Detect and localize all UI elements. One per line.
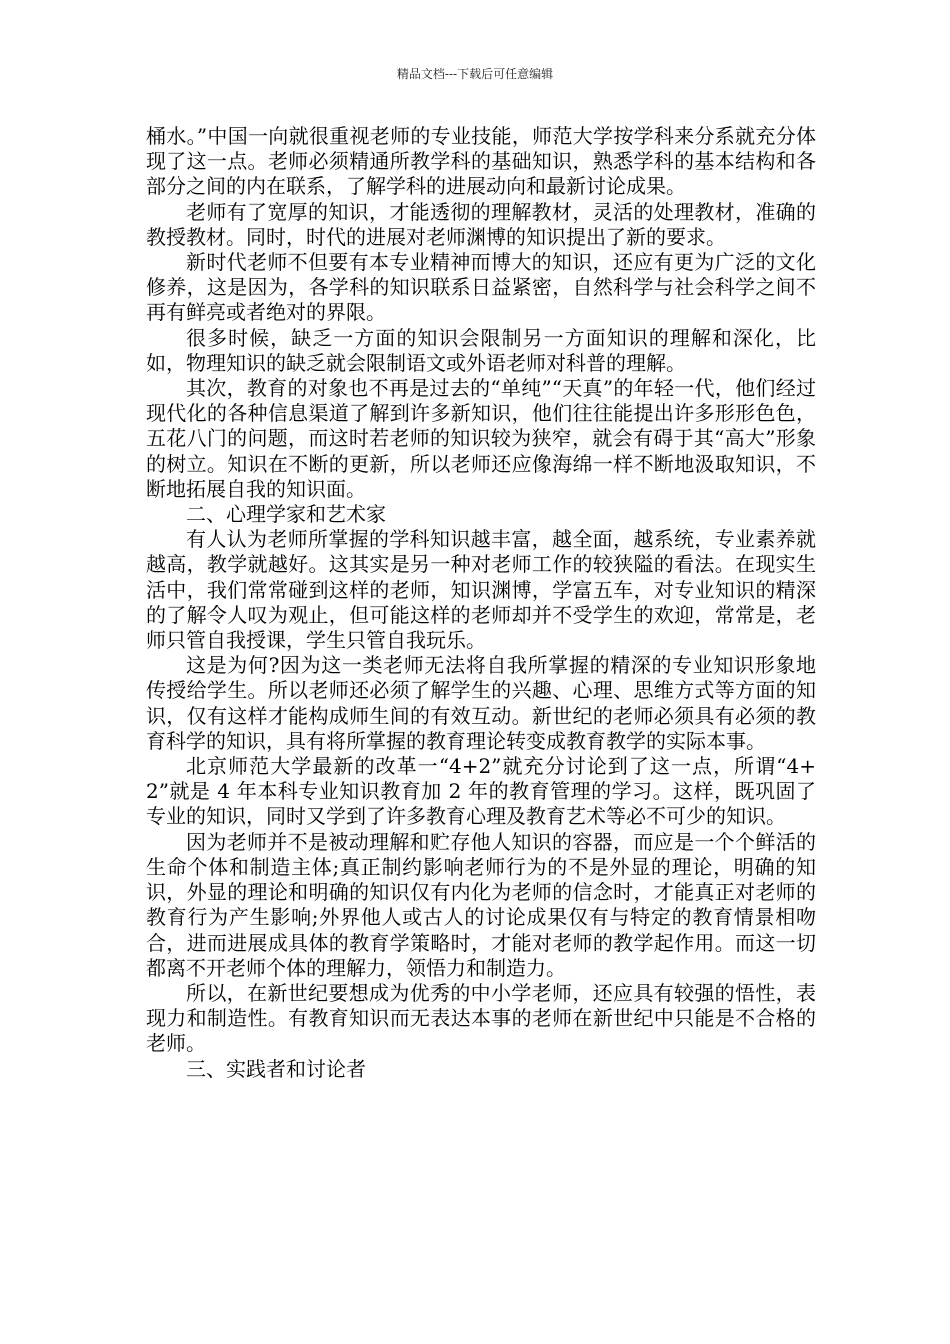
paragraph: 新时代老师不但要有本专业精神而博大的知识，还应有更为广泛的文化修养，这是因为，各学科的知识联系日益紧密，自然科学与社会科学之间不再有鲜亮或者绝对的界限。 — [146, 250, 816, 325]
paragraph: 其次，教育的对象也不再是过去的“单纯”“天真”的年轻一代，他们经过现代化的各种信息渠道了解到许多新知识，他们往往能提出许多形形色色，五花八门的问题，而这时若老师的知识较为狭窄，就会有碍于其“高大”形象的树立。知识在不断的更新，所以老师还应像海绵一样不断地汲取知识，不断地拓展自我的知识面。 — [146, 376, 816, 501]
paragraph: 很多时候，缺乏一方面的知识会限制另一方面知识的理解和深化，比如，物理知识的缺乏就会限制语文或外语老师对科普的理解。 — [146, 325, 816, 375]
document-body — [146, 124, 816, 1082]
paragraph: 所以，在新世纪要想成为优秀的中小学老师，还应具有较强的悟性，表现力和制造性。有教育知识而无表达本事的老师在新世纪中只能是不合格的老师。 — [146, 980, 816, 1056]
paragraph: 桶水。”中国一向就很重视老师的专业技能，师范大学按学科来分系就充分体现了这一点。老师必须精通所教学科的基础知识，熟悉学科的基本结构和各部分之间的内在联系，了解学科的进展动向和最新讨论成果。 — [146, 124, 816, 199]
paragraph: 老师有了宽厚的知识，才能透彻的理解教材，灵活的处理教材，准确的教授教材。同时，时代的进展对老师渊博的知识提出了新的要求。 — [146, 199, 816, 249]
paragraph: 这是为何?因为这一类老师无法将自我所掌握的精深的专业知识形象地传授给学生。所以老师还必须了解学生的兴趣、心理、思维方式等方面的知识，仅有这样才能构成师生间的有效互动。新世纪的老师必须具有必须的教育科学的知识，具有将所掌握的教育理论转变成教育教学的实际本事。 — [146, 653, 816, 753]
section-heading: 三、实践者和讨论者 — [186, 1056, 366, 1081]
paragraph: 有人认为老师所掌握的学科知识越丰富，越全面，越系统，专业素养就越高，教学就越好。这其实是另一种对老师工作的较狭隘的看法。在现实生活中，我们常常碰到这样的老师，知识渊博，学富五车，对专业知识的精深的了解令人叹为观止，但可能这样的老师却并不受学生的欢迎，常常是，老师只管自我授课，学生只管自我玩乐。 — [146, 527, 816, 653]
section-heading: 二、心理学家和艺术家 — [186, 502, 386, 527]
paragraph: 因为老师并不是被动理解和贮存他人知识的容器，而应是一个个鲜活的生命个体和制造主体;真正制约影响老师行为的不是外显的理论，明确的知识，外显的理论和明确的知识仅有内化为老师的信念时，才能真正对老师的教育行为产生影响;外界他人或古人的讨论成果仅有与特定的教育情景相吻合，进而进展成具体的教育学策略时，才能对老师的教学起作用。而这一切都离不开老师个体的理解力，领悟力和制造力。 — [146, 829, 816, 980]
paragraph: 北京师范大学最新的改革一“4+2”就充分讨论到了这一点，所谓“4+2”就是 4 年本科专业知识教育加 2 年的教育管理的学习。这样，既巩固了专业的知识，同时又学到了许多教育心理及教育艺术等必不可少的知识。 — [146, 754, 816, 829]
page-header: 精品文档---下载后可任意编辑 — [396, 67, 554, 81]
